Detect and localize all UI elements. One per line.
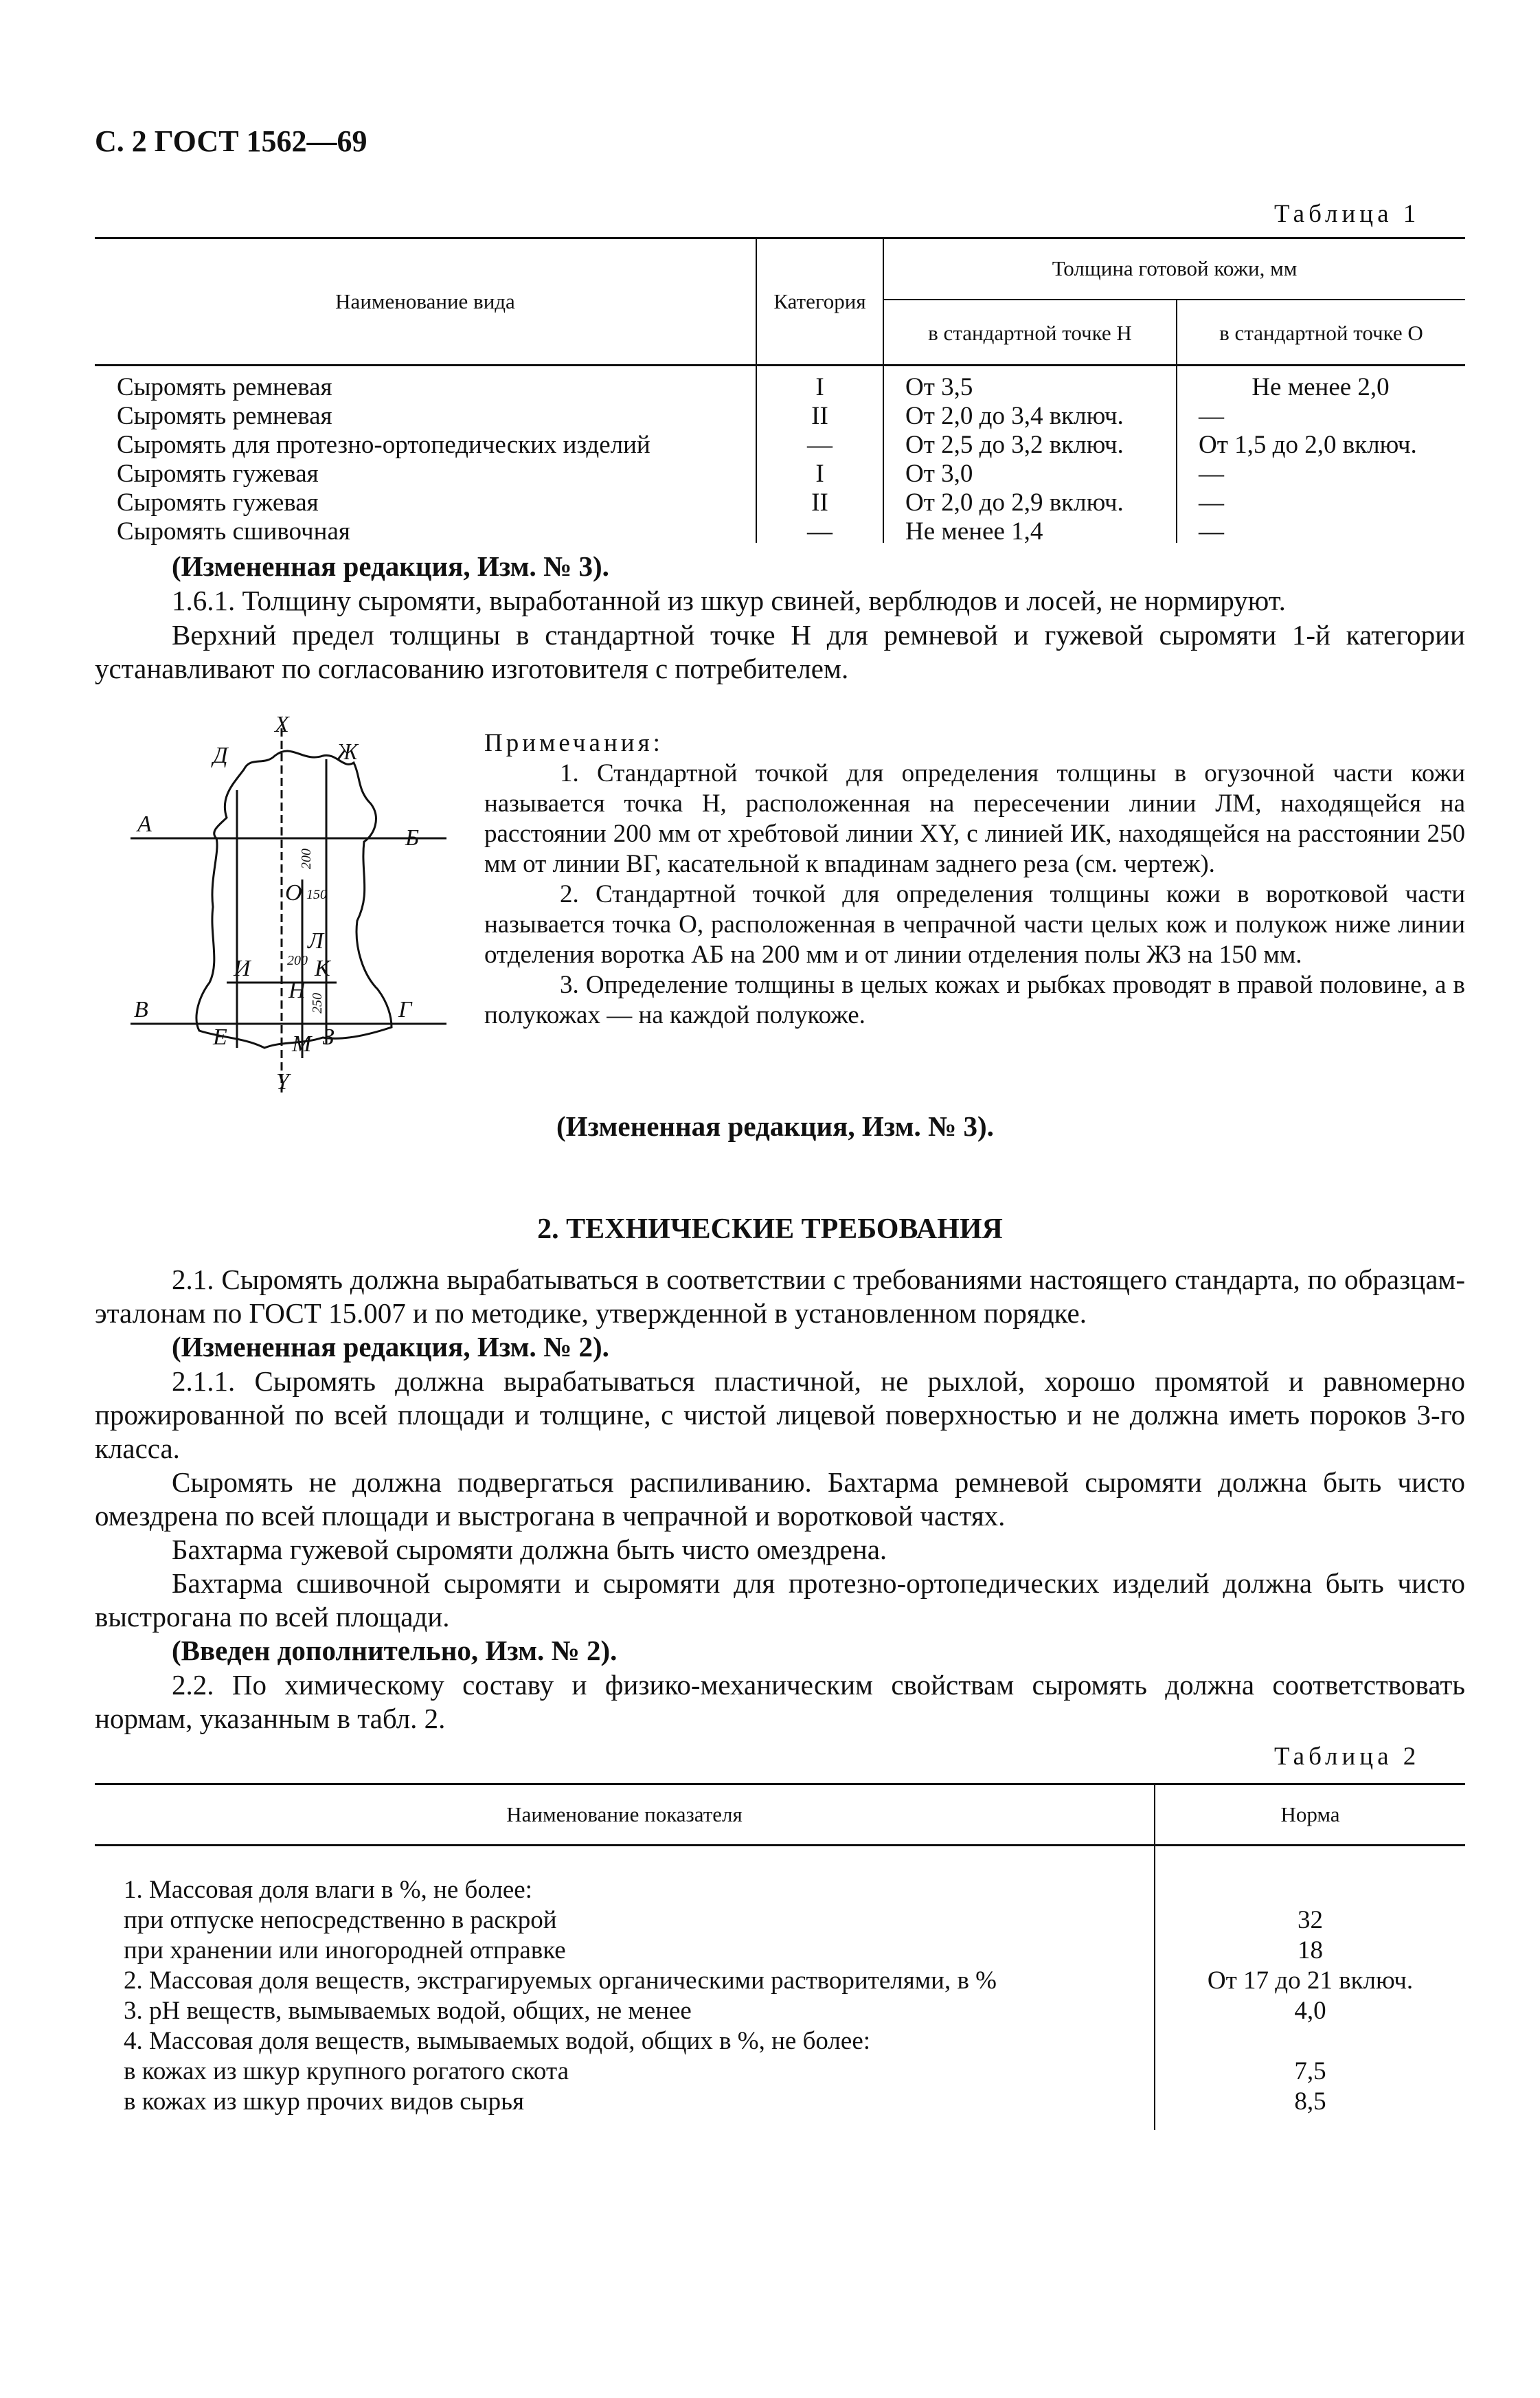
table2-cell-name: в кожах из шкур крупного рогатого скота xyxy=(124,2057,569,2085)
para-2-1: 2.1. Сыромять должна вырабатываться в соответствии с требованиями настоящего стандарта, по образцам-эталонам по ГОСТ 15.007 и по методике, утвержденной в установленном порядке. xyxy=(95,1264,1465,1329)
label-h: Н xyxy=(288,978,306,1003)
para-2-2: 2.2. По химическому составу и физико-механическим свойствам сыромять должна соответствовать нормам, указанным в табл. 2. xyxy=(95,1669,1465,1734)
table2-cell-norm: 32 xyxy=(1298,1906,1323,1934)
table2-top-rule xyxy=(95,1783,1465,1785)
label-l: Л xyxy=(308,928,324,954)
table1-cell-h: Не менее 1,4 xyxy=(905,517,1043,546)
table2-head-name: Наименование показателя xyxy=(506,1802,743,1826)
table1-cell-category: II xyxy=(811,402,828,430)
para-2-1-1-b: Сыромять не должна подвергаться распиливанию. Бахтарма ремневой сыромяти должна быть чисто омездрена по всей площади и выстрогана в чепрачной и воротковой частях. xyxy=(95,1466,1465,1532)
edit-note-1: (Измененная редакция, Изм. № 3). xyxy=(172,550,609,582)
dim-200-a: 200 xyxy=(299,849,314,869)
table1-cell-h: От 3,0 xyxy=(905,460,973,488)
table1-cell-name: Сыромять ремневая xyxy=(117,373,332,401)
table2-cell-norm: 7,5 xyxy=(1294,2057,1326,2085)
table1-cell-o: — xyxy=(1199,460,1224,488)
table1-cell-h: От 2,0 до 3,4 включ. xyxy=(905,402,1124,430)
label-v: В xyxy=(134,997,148,1022)
table2-head-rule xyxy=(95,1844,1465,1846)
section-2-title: 2. ТЕХНИЧЕСКИЕ ТРЕБОВАНИЯ xyxy=(537,1213,1003,1245)
table2-head-norm: Норма xyxy=(1280,1802,1340,1826)
note-1: 1. Стандартной точкой для определения толщины в огузочной части кожи называется точка Н, расположенная на пересечении линии ЛМ, находящейся на расстоянии 200 мм от хребтовой линии XY, с линией ИК, находящейся на расстоянии 250 мм от линии ВГ, касательной к впадинам заднего реза (см. чертеж). xyxy=(484,759,1465,878)
table1-subhead-rule xyxy=(883,299,1465,300)
label-x: Х xyxy=(275,715,289,737)
label-a: А xyxy=(137,811,152,837)
table1-cell-o: — xyxy=(1199,402,1224,430)
label-g: Г xyxy=(398,997,412,1022)
table1-cell-o: — xyxy=(1199,517,1224,546)
table1-head-name: Наименование вида xyxy=(335,289,515,313)
table1-cell-o: От 1,5 до 2,0 включ. xyxy=(1199,431,1417,459)
table2-cell-name: в кожах из шкур прочих видов сырья xyxy=(124,2087,524,2116)
para-2-1-1-c: Бахтарма гужевой сыромяти должна быть чисто омездрена. xyxy=(172,1534,887,1565)
table2-cell-name: 1. Массовая доля влаги в %, не более: xyxy=(124,1876,532,1904)
note-3: 3. Определение толщины в целых кожах и рыбках проводят в правой половине, а в полукожах — на каждой полукоже. xyxy=(484,971,1465,1029)
table2-cell-name: 2. Массовая доля веществ, экстрагируемых органическими растворителями, в % xyxy=(124,1966,997,1995)
table1-cell-name: Сыромять ремневая xyxy=(117,402,332,430)
table1-cell-name: Сыромять гужевая xyxy=(117,460,319,488)
table2-cell-norm: 8,5 xyxy=(1294,2087,1326,2116)
table1-cell-h: От 2,0 до 2,9 включ. xyxy=(905,489,1124,517)
table1-head-point-o: в стандартной точке О xyxy=(1219,321,1423,345)
label-k: К xyxy=(315,956,330,981)
table2-cell-name: 3. pH веществ, вымываемых водой, общих, не менее xyxy=(124,1997,692,2025)
para-2-1-1-d: Бахтарма сшивочной сыромяти и сыромяти для протезно-ортопедических изделий должна быть чисто выстрогана по всей площади. xyxy=(95,1567,1465,1633)
table1-head-point-h: в стандартной точке Н xyxy=(928,321,1132,345)
label-zh: Ж xyxy=(337,739,359,765)
table1-top-rule xyxy=(95,237,1465,239)
table1-vline-2 xyxy=(883,237,884,543)
notes-block xyxy=(484,728,1465,1031)
table1-cell-category: — xyxy=(807,431,833,459)
table1-caption: Таблица 1 xyxy=(1274,200,1420,228)
table2-cell-norm: От 17 до 21 включ. xyxy=(1207,1966,1414,1995)
page-header: С. 2 ГОСТ 1562—69 xyxy=(95,124,367,158)
label-z: З xyxy=(323,1024,335,1050)
edit-note-3: (Измененная редакция, Изм. № 2). xyxy=(172,1331,609,1363)
table2-cell-name: при отпуске непосредственно в раскрой xyxy=(124,1906,557,1934)
table1-cell-h: От 2,5 до 3,2 включ. xyxy=(905,431,1124,459)
table1-cell-o: Не менее 2,0 xyxy=(1252,373,1390,401)
label-d: Д xyxy=(213,743,228,768)
table1-cell-category: I xyxy=(815,373,824,401)
table2-caption: Таблица 2 xyxy=(1274,1743,1420,1771)
table1-head-thickness: Толщина готовой кожи, мм xyxy=(1052,256,1298,280)
label-y: Y xyxy=(276,1069,289,1095)
table1-cell-h: От 3,5 xyxy=(905,373,973,401)
note-2: 2. Стандартной точкой для определения толщины кожи в воротковой части называется точка О, расположенная в чепрачной части целых кож и полукож ниже линии отделения воротка АБ на 200 мм и от линии отделения полы ЖЗ на 150 мм. xyxy=(484,880,1465,969)
table1-head-rule xyxy=(95,364,1465,366)
para-2-1-1: 2.1.1. Сыромять должна вырабатываться пластичной, не рыхлой, хорошо промятой и равномерно прожированной по всей площади и толщине, с чистой лицевой поверхностью и не должна иметь пороков 3-го класса. xyxy=(95,1365,1465,1464)
label-e: Е xyxy=(213,1024,227,1050)
table1-cell-category: — xyxy=(807,517,833,546)
label-i: И xyxy=(234,956,251,981)
table2-cell-norm: 18 xyxy=(1298,1936,1323,1964)
para-1-6-1-b: Верхний предел толщины в стандартной точке Н для ремневой и гужевой сыромяти 1-й категории устанавливают по согласованию изготовителя с потребителем. xyxy=(95,619,1465,684)
dim-150: 150 xyxy=(306,887,327,902)
table1-cell-o: — xyxy=(1199,489,1224,517)
para-1-6-1: 1.6.1. Толщину сыромяти, выработанной из шкур свиней, верблюдов и лосей, не нормируют. xyxy=(172,585,1286,616)
table1-head-category: Категория xyxy=(773,289,866,313)
dim-250: 250 xyxy=(310,993,325,1013)
table2-cell-name: при хранении или иногородней отправке xyxy=(124,1936,566,1964)
edit-note-4: (Введен дополнительно, Изм. № 2). xyxy=(172,1635,618,1666)
table1-cell-name: Сыромять для протезно-ортопедических изделий xyxy=(117,431,650,459)
edit-note-2: (Измененная редакция, Изм. № 3). xyxy=(556,1110,994,1142)
label-o: О xyxy=(285,880,302,906)
hide-diagram xyxy=(117,715,467,1099)
table1-cell-name: Сыромять сшивочная xyxy=(117,517,350,546)
dim-200-b: 200 xyxy=(287,953,308,968)
table2-cell-name: 4. Массовая доля веществ, вымываемых водой, общих в %, не более: xyxy=(124,2027,871,2055)
table1-cell-category: I xyxy=(815,460,824,488)
table1-cell-name: Сыромять гужевая xyxy=(117,489,319,517)
table1-cell-category: II xyxy=(811,489,828,517)
label-b: Б xyxy=(405,825,420,851)
table2-cell-norm: 4,0 xyxy=(1294,1997,1326,2025)
notes-title: Примечания: xyxy=(484,729,664,757)
label-m: М xyxy=(292,1031,312,1057)
